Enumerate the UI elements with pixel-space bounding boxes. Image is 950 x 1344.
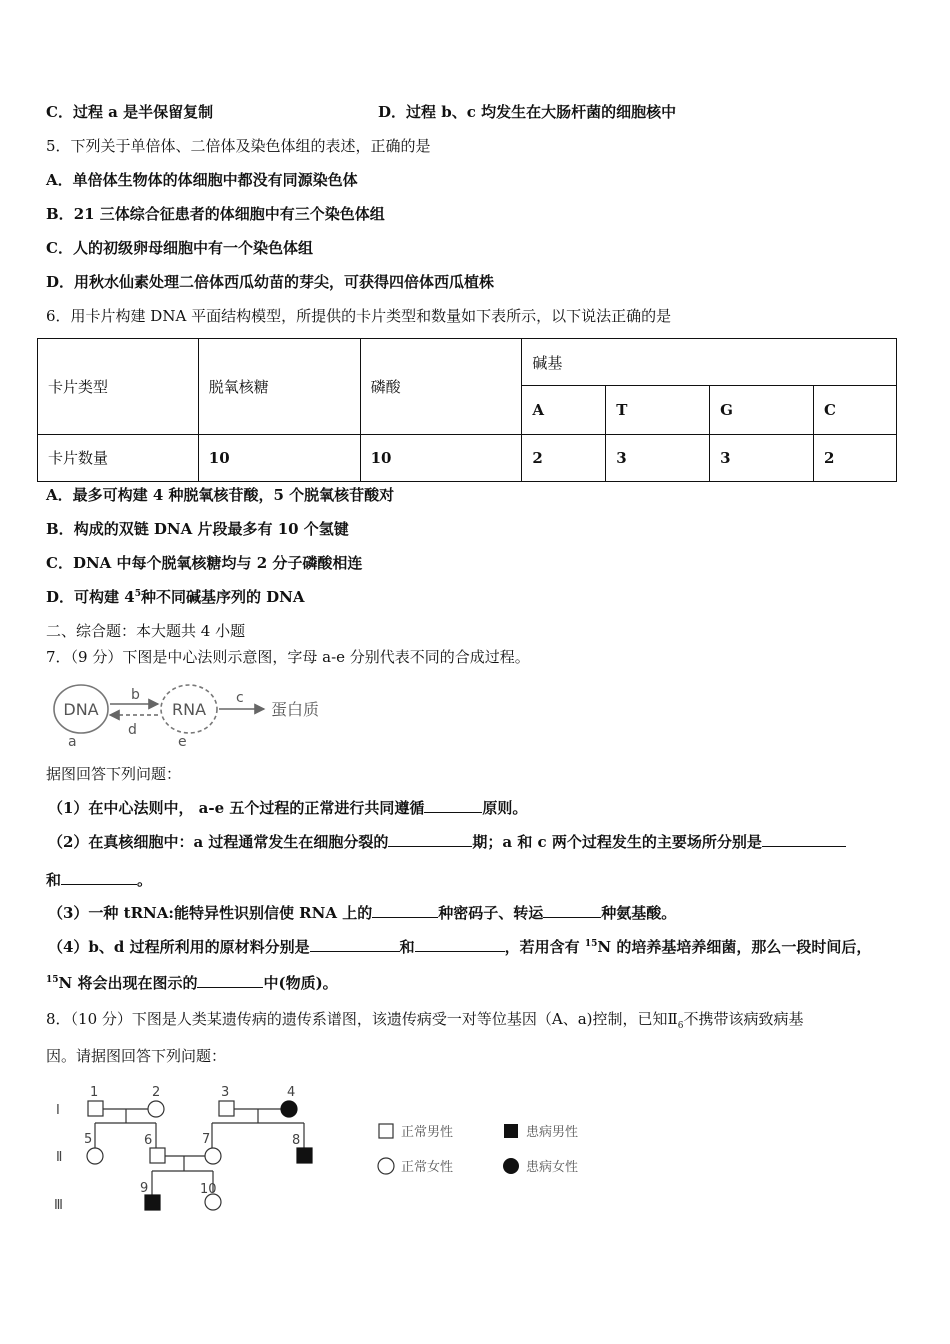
table-header-base-c: C xyxy=(814,386,897,434)
table-header-base: 碱基 xyxy=(522,339,897,386)
legend-affected-female-icon xyxy=(503,1158,519,1174)
central-dogma-diagram xyxy=(46,672,346,752)
pedigree-chart xyxy=(40,1080,600,1220)
table-header-base-g: G xyxy=(710,386,814,434)
table-cell-count-label: 卡片数量 xyxy=(38,434,199,481)
q6-stem: 6．用卡片构建 DNA 平面结构模型，所提供的卡片类型和数量如下表所示，以下说法正确的是 xyxy=(46,307,672,325)
card-table xyxy=(37,338,897,482)
table-cell: 2 xyxy=(814,434,897,481)
individual-2 xyxy=(148,1101,164,1117)
process-e-label: e xyxy=(178,734,187,750)
process-a-label: a xyxy=(68,734,77,750)
individual-number: 10 xyxy=(200,1182,217,1197)
answer-blank xyxy=(310,937,400,952)
process-c-label: c xyxy=(236,690,244,706)
table-cell: 10 xyxy=(198,434,360,481)
answer-blank xyxy=(388,832,472,847)
legend-affected-male-icon xyxy=(504,1124,518,1138)
q6-option-b: B．构成的双链 DNA 片段最多有 10 个氢键 xyxy=(46,520,349,538)
individual-number: 3 xyxy=(221,1085,230,1100)
legend-normal-male: 正常男性 xyxy=(401,1125,454,1140)
process-d-label: d xyxy=(128,722,137,738)
protein-label: 蛋白质 xyxy=(271,700,320,719)
generation-label: Ⅰ xyxy=(56,1103,60,1118)
answer-blank xyxy=(415,937,505,952)
q5-option-a: A．单倍体生物体的体细胞中都没有同源染色体 xyxy=(46,171,358,189)
answer-blank xyxy=(762,832,846,847)
legend-normal-female-icon xyxy=(378,1158,394,1174)
legend-affected-male: 患病男性 xyxy=(526,1125,579,1140)
individual-5 xyxy=(87,1148,103,1164)
q7-part4-continued: $^{15}$N 将会出现在图示的 中(物质)。 xyxy=(46,974,338,992)
generation-label: Ⅱ xyxy=(56,1150,63,1165)
individual-number: 1 xyxy=(90,1085,99,1100)
section-heading: 二、综合题：本大题共 4 小题 xyxy=(46,622,246,640)
individual-4 xyxy=(281,1101,297,1117)
individual-number: 4 xyxy=(287,1085,296,1100)
individual-number: 2 xyxy=(152,1085,161,1100)
q5-option-d: D．用秋水仙素处理二倍体西瓜幼苗的芽尖，可获得四倍体西瓜植株 xyxy=(46,273,495,291)
answer-blank xyxy=(197,973,263,988)
table-header-deoxyribose: 脱氧核糖 xyxy=(198,339,360,435)
q7-part3: （3）一种 tRNA:能特异性识别信使 RNA 上的 种密码子、转运 种氨基酸。 xyxy=(48,904,677,922)
process-b-label: b xyxy=(131,687,140,703)
legend-normal-male-icon xyxy=(379,1124,393,1138)
q7-part2: （2）在真核细胞中：a 过程通常发生在细胞分裂的 期；a 和 c 两个过程发生的主要场所分别是 xyxy=(48,832,846,852)
q7-intro: 据图回答下列问题： xyxy=(46,765,182,783)
individual-number: 6 xyxy=(144,1133,153,1148)
individual-6 xyxy=(150,1148,165,1163)
table-cell: 3 xyxy=(710,434,814,481)
generation-label: Ⅲ xyxy=(54,1198,63,1213)
individual-8 xyxy=(297,1148,312,1163)
individual-1 xyxy=(88,1101,103,1116)
answer-blank xyxy=(372,903,438,918)
individual-number: 5 xyxy=(84,1132,93,1147)
individual-number: 7 xyxy=(202,1132,211,1147)
individual-3 xyxy=(219,1101,234,1116)
q4-option-c: C．过程 a 是半保留复制 xyxy=(46,103,214,121)
table-cell: 2 xyxy=(522,434,606,481)
legend-normal-female: 正常女性 xyxy=(401,1160,454,1175)
answer-blank xyxy=(61,870,137,885)
table-header-phosphate: 磷酸 xyxy=(360,339,522,435)
q5-stem: 5．下列关于单倍体、二倍体及染色体组的表述，正确的是 xyxy=(46,137,431,155)
q4-option-d: D．过程 b、c 均发生在大肠杆菌的细胞核中 xyxy=(378,103,677,121)
q8-stem: 8．（10 分）下图是人类某遗传病的遗传系谱图，该遗传病受一对等位基因（A、a)控制，已知$Ⅱ_6$不携带该病致病基 xyxy=(46,1010,804,1031)
individual-7 xyxy=(205,1148,221,1164)
q5-option-b: B．21 三体综合征患者的体细胞中有三个染色体组 xyxy=(46,205,385,223)
individual-number: 9 xyxy=(140,1181,149,1196)
table-row xyxy=(38,339,897,386)
dna-label: DNA xyxy=(63,700,99,719)
q7-part2-continued: 和 。 xyxy=(46,871,153,889)
q6-option-c: C．DNA 中每个脱氧核糖均与 2 分子磷酸相连 xyxy=(46,554,363,572)
legend-affected-female: 患病女性 xyxy=(526,1160,579,1175)
individual-9 xyxy=(145,1195,160,1210)
q7-part4: （4）b、d 过程所利用的原材料分别是 和 ，若用含有 $^{15}$N 的培养基培养细菌，那么一段时间后， xyxy=(48,938,872,956)
q5-option-c: C．人的初级卵母细胞中有一个染色体组 xyxy=(46,239,313,257)
q6-option-a: A．最多可构建 4 种脱氧核苷酸，5 个脱氧核苷酸对 xyxy=(46,486,395,504)
answer-blank xyxy=(424,798,482,813)
q8-stem-continued: 因。请据图回答下列问题： xyxy=(46,1047,227,1065)
answer-blank xyxy=(543,903,601,918)
rna-label: RNA xyxy=(171,700,207,719)
table-header-base-t: T xyxy=(606,386,710,434)
table-header-base-a: A xyxy=(522,386,606,434)
table-row xyxy=(38,434,897,481)
q7-stem: 7．（9 分）下图是中心法则示意图，字母 a-e 分别代表不同的合成过程。 xyxy=(46,648,530,666)
table-header-card-type: 卡片类型 xyxy=(38,339,199,435)
table-cell: 10 xyxy=(360,434,522,481)
q6-option-d: D．可构建 $4^5$种不同碱基序列的 DNA xyxy=(46,588,305,606)
table-cell: 3 xyxy=(606,434,710,481)
individual-number: 8 xyxy=(292,1133,301,1148)
q7-part1: （1）在中心法则中， a-e 五个过程的正常进行共同遵循 原则。 xyxy=(48,799,528,817)
